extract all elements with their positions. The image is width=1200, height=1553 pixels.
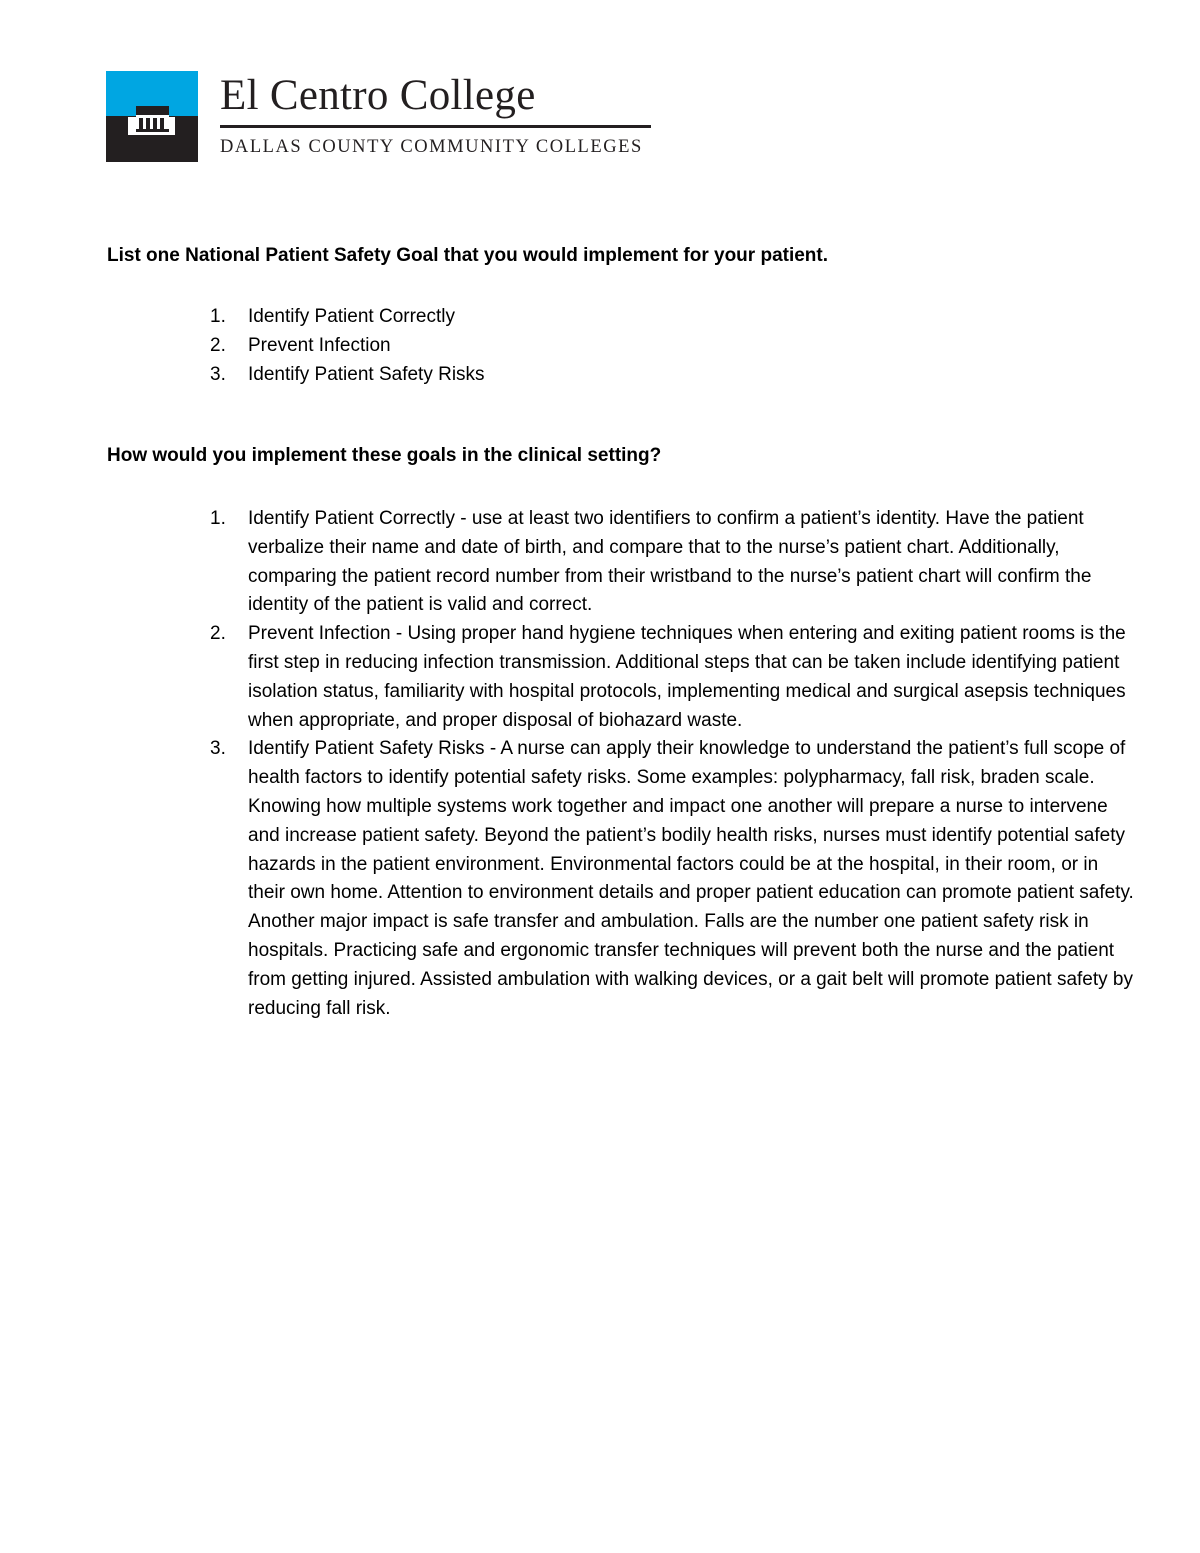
list-item — [210, 361, 1140, 390]
list-item-text: Identify Patient Correctly — [248, 306, 455, 327]
list-number: 2. — [210, 623, 226, 645]
letterhead-divider — [220, 125, 651, 128]
list-number: 1. — [210, 306, 226, 327]
list-number: 3. — [210, 363, 226, 385]
question-1: List one National Patient Safety Goal that you would implement for your patient. — [107, 245, 829, 266]
list-item — [210, 332, 1140, 361]
list-number: 1. — [210, 508, 226, 529]
list-item — [210, 303, 1140, 332]
list-item-text: Identify Patient Correctly - use at least two identifiers to confirm a patient’s identity. Have the patient verbalize their name and date of birth, and compare that to the nurse’s patient chart. Additionally, comparing the patient record number from their wristband to the nurse’s patient chart will confirm the identity of the patient is valid and correct. — [248, 508, 1092, 616]
question-2: How would you implement these goals in the clinical setting? — [107, 445, 662, 466]
college-district: DALLAS COUNTY COMMUNITY COLLEGES — [220, 137, 643, 157]
list-item-text: Prevent Infection — [248, 334, 391, 356]
list-item — [210, 735, 1140, 1023]
college-letterhead — [106, 71, 666, 163]
safety-goals-list — [210, 303, 1140, 389]
implementation-list — [210, 505, 1140, 1023]
list-number: 2. — [210, 334, 226, 356]
building-columns-icon — [106, 71, 198, 162]
list-item-text: Identify Patient Safety Risks — [248, 363, 485, 385]
list-item — [210, 505, 1140, 620]
list-number: 3. — [210, 738, 226, 760]
list-item — [210, 620, 1140, 735]
college-name: El Centro College — [220, 72, 536, 119]
list-item-text: Prevent Infection - Using proper hand hygiene techniques when entering and exiting patient rooms is the first step in reducing infection transmission. Additional steps that can be taken include identifying patient isolation status, familiarity with hospital protocols, implementing medical and surgical asepsis techniques when appropriate, and proper disposal of biohazard waste. — [248, 623, 1126, 731]
list-item-text: Identify Patient Safety Risks - A nurse can apply their knowledge to understand the patient’s full scope of health factors to identify potential safety risks. Some examples: polypharmacy, fall risk, braden scale. Knowing how multiple systems work together and impact one another will prepare a nurse to intervene and increase patient safety. Beyond the patient’s bodily health risks, nurses must identify potential safety hazards in the patient environment. Environmental factors could be at the hospital, in their room, or in their own home. Attention to environment details and proper patient education can promote patient safety. Another major impact is safe transfer and ambulation. Falls are the number one patient safety risk in hospitals. Practicing safe and ergonomic transfer techniques will prevent both the nurse and the patient from getting injured. Assisted ambulation with walking devices, or a gait belt will promote patient safety by reducing fall risk. — [248, 738, 1134, 1019]
